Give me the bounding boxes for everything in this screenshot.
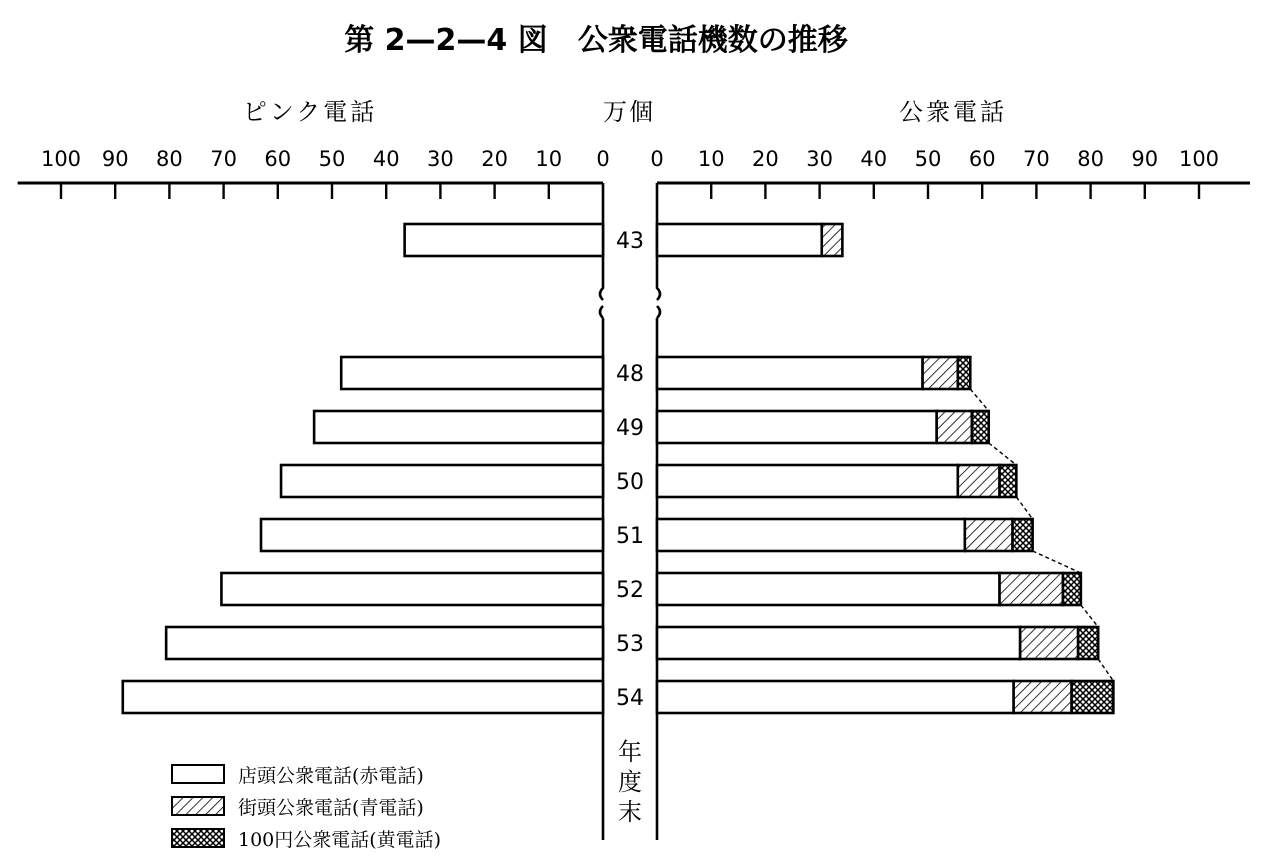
pink-phone-bar <box>166 627 603 659</box>
year-axis-caption: 度 <box>618 768 642 796</box>
pink-phone-bar <box>281 465 603 497</box>
blue-phone-bar <box>965 519 1013 551</box>
blue-phone-bar <box>923 357 958 389</box>
legend <box>172 765 441 851</box>
year-axis-caption: 年 <box>618 738 642 766</box>
blue-phone-bar <box>1000 573 1063 605</box>
right-axis-label: 公衆電話 <box>899 98 1007 126</box>
year-label: 50 <box>616 470 644 495</box>
left-tick-label: 70 <box>210 147 237 171</box>
year-labels <box>616 229 644 826</box>
red-phone-bar <box>657 519 965 551</box>
year-label: 52 <box>616 578 644 603</box>
trend-dashed-connector <box>989 443 1017 465</box>
right-tick-label: 60 <box>968 147 996 171</box>
legend-label: 100円公衆電話(黄電話) <box>238 829 442 851</box>
year-axis-caption: 末 <box>618 798 642 826</box>
blue-phone-bar <box>937 411 972 443</box>
right-tick-label: 50 <box>914 147 942 171</box>
yellow-phone-bar <box>1000 465 1017 497</box>
trend-dashed-connector <box>970 389 988 411</box>
yellow-phone-bar <box>1078 627 1098 659</box>
year-label: 53 <box>616 632 644 657</box>
red-phone-bar <box>657 411 937 443</box>
blue-phone-bar <box>822 224 843 256</box>
right-tick-label: 20 <box>752 147 779 171</box>
left-tick-label: 0 <box>596 147 610 171</box>
left-tick-label: 40 <box>372 147 400 171</box>
yellow-phone-bar <box>1063 573 1081 605</box>
trend-dashed-connector <box>1016 497 1032 519</box>
blue-phone-bar <box>958 465 1000 497</box>
right-tick-label: 40 <box>860 147 888 171</box>
yellow-phone-bar <box>972 411 989 443</box>
year-label: 49 <box>616 416 644 441</box>
trend-dashed-connector <box>1098 659 1113 681</box>
yellow-phone-bar <box>958 357 970 389</box>
unit-label: 万個 <box>603 98 655 126</box>
pink-phone-bar <box>123 681 603 713</box>
left-tick-label: 80 <box>156 147 183 171</box>
red-phone-bar <box>657 627 1020 659</box>
legend-label: 街頭公衆電話(青電話) <box>238 797 424 819</box>
trend-dashed-connector <box>1033 551 1081 573</box>
legend-swatch <box>172 797 224 815</box>
legend-swatch <box>172 765 224 783</box>
legend-swatch <box>172 829 224 847</box>
left-tick-label: 60 <box>264 147 292 171</box>
red-phone-bar <box>657 465 958 497</box>
pink-phone-bar <box>405 224 603 256</box>
blue-phone-bar <box>1014 681 1072 713</box>
legend-label: 店頭公衆電話(赤電話) <box>238 765 424 787</box>
red-phone-bar <box>657 224 822 256</box>
right-tick-label: 100 <box>1178 147 1220 171</box>
left-tick-label: 20 <box>481 147 508 171</box>
pink-phone-bar <box>314 411 603 443</box>
left-tick-label: 100 <box>40 147 82 171</box>
year-label: 54 <box>616 686 644 711</box>
trend-dashed-connector <box>1081 605 1098 627</box>
pink-phone-bar <box>261 519 603 551</box>
red-phone-bar <box>657 357 923 389</box>
right-tick-label: 80 <box>1077 147 1104 171</box>
year-label: 43 <box>616 229 644 254</box>
year-label: 48 <box>616 362 644 387</box>
right-tick-label: 30 <box>806 147 833 171</box>
red-phone-bar <box>657 573 1000 605</box>
yellow-phone-bar <box>1072 681 1114 713</box>
red-phone-bar <box>657 681 1014 713</box>
chart-title: 第 2—2—4 図 公衆電話機数の推移 <box>344 23 848 58</box>
left-axis-label: ピンク電話 <box>242 98 378 126</box>
left-tick-label: 50 <box>318 147 346 171</box>
axis-ticks <box>41 147 1219 199</box>
yellow-phone-bar <box>1013 519 1033 551</box>
blue-phone-bar <box>1020 627 1078 659</box>
left-tick-label: 10 <box>535 147 563 171</box>
right-tick-label: 10 <box>697 147 725 171</box>
right-tick-label: 90 <box>1131 147 1159 171</box>
left-tick-label: 90 <box>101 147 129 171</box>
left-tick-label: 30 <box>427 147 454 171</box>
year-label: 51 <box>616 524 644 549</box>
pink-phone-bar <box>221 573 603 605</box>
right-tick-label: 70 <box>1023 147 1050 171</box>
right-tick-label: 0 <box>650 147 664 171</box>
pink-phone-bar <box>341 357 603 389</box>
